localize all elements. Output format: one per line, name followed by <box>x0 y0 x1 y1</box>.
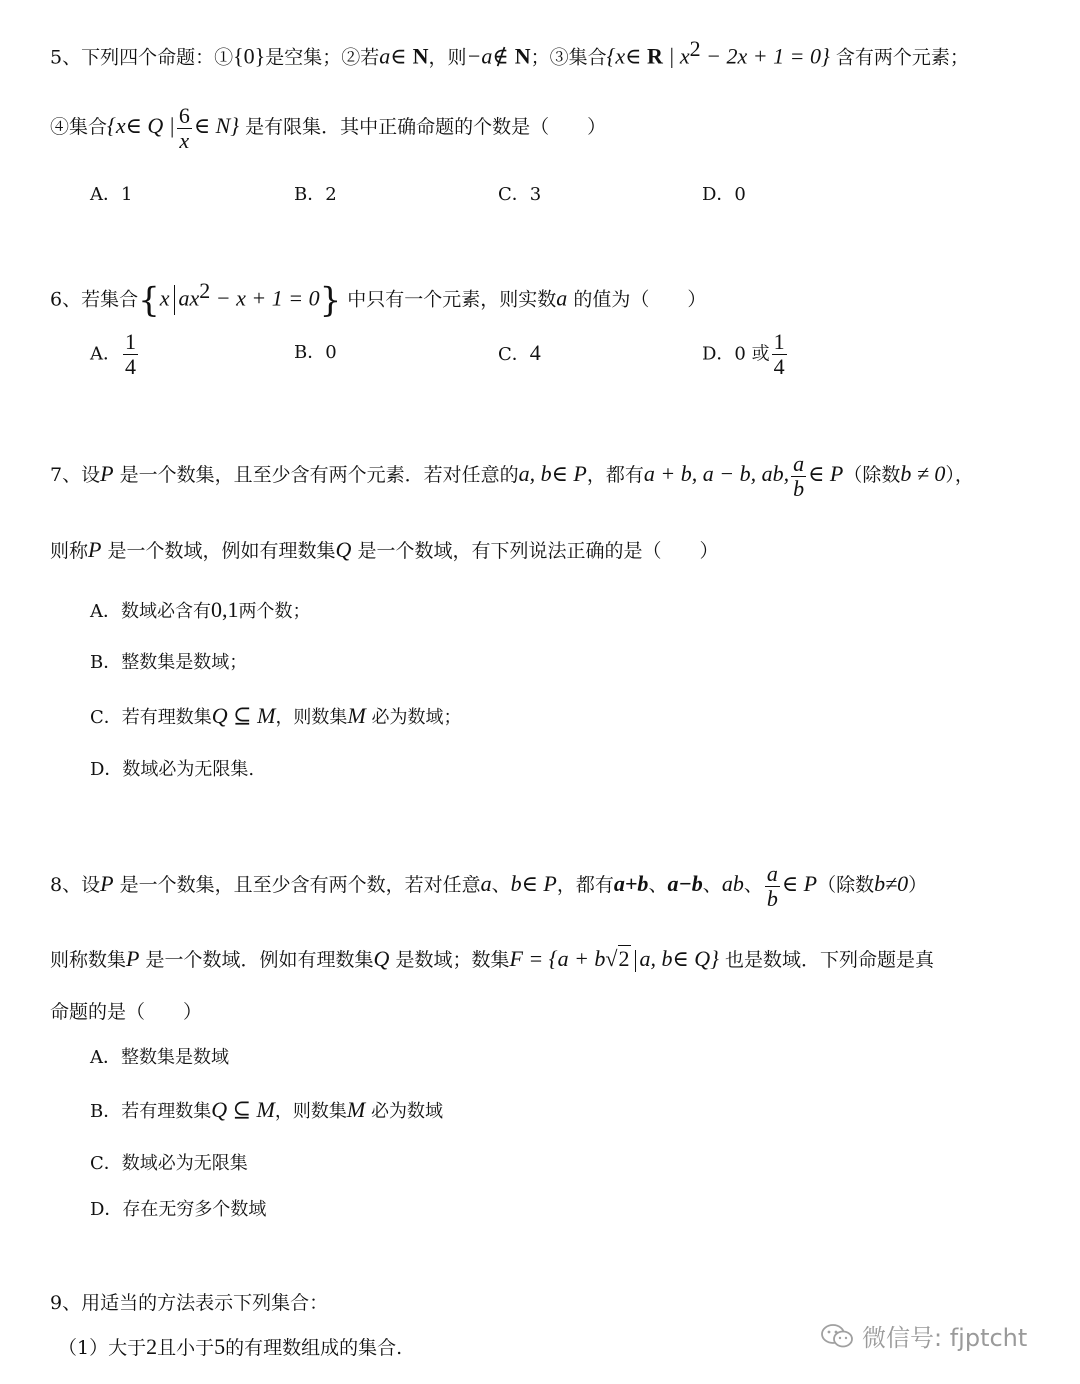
q5-text: 下列四个命题：① <box>81 46 234 69</box>
option-label: A． <box>90 343 121 365</box>
q5-text: 含有两个元素； <box>835 46 969 69</box>
math-expr: b ≠ 0 <box>900 461 946 486</box>
math-expr: a <box>480 871 492 896</box>
q5-number: 5、 <box>50 46 82 69</box>
math-expr: M <box>346 1097 366 1122</box>
math-expr: {x∈ Q | <box>107 113 175 138</box>
q5-text: ；③集合 <box>530 46 607 69</box>
q6-text: 中只有一个元素，则实数 <box>347 288 557 311</box>
q5-option-b: B．2 <box>294 184 337 205</box>
q7-option-c <box>90 703 462 731</box>
math-expr: P <box>100 461 114 486</box>
option-text: B．若有理数集 <box>90 1101 212 1122</box>
math-expr: − x + 1 = 0 <box>210 285 320 311</box>
fraction <box>177 104 192 153</box>
q8-text: ，都有 <box>556 874 614 896</box>
q8-option-b <box>90 1097 443 1125</box>
q8-text: 、 <box>702 874 722 896</box>
q5-option-d: D．0 <box>702 184 746 205</box>
math-expr: P <box>100 871 114 896</box>
math-expr: 5 <box>214 1334 226 1359</box>
math-brace: { <box>138 280 160 321</box>
wechat-icon <box>820 1322 854 1350</box>
q5-text: 是空集；②若 <box>265 46 380 69</box>
option-text: C．若有理数集 <box>90 707 212 728</box>
q6-option-d <box>702 330 789 379</box>
math-expr: − 2x + 1 = 0} <box>700 43 830 69</box>
q9-sub1 <box>58 1334 402 1361</box>
option-text: ，则数集 <box>275 707 348 728</box>
fraction-denominator: 4 <box>773 354 785 379</box>
fraction-numerator: 6 <box>178 102 190 128</box>
q7-option-d: D．数域必为无限集. <box>90 759 255 780</box>
q8-text: 也是数域．下列命题是真 <box>725 949 935 971</box>
math-expr: ∈ P <box>781 871 818 896</box>
q7-text: 设 <box>81 464 101 486</box>
math-expr: {x∈ <box>606 43 647 69</box>
q9-text: （1）大于 <box>58 1337 147 1359</box>
q7-option-a <box>90 597 311 625</box>
q7-option-b: B．整数集是数域； <box>90 652 248 673</box>
q7-text: 则称 <box>50 540 89 562</box>
fraction-numerator: a <box>766 860 778 886</box>
math-expr: N <box>514 43 531 69</box>
q8-line2 <box>50 946 934 973</box>
q5-text: 是有限集．其中正确命题的个数是（ ） <box>245 116 607 138</box>
math-expr: F = {a + b <box>509 946 606 971</box>
q8-line3: 命题的是（ ） <box>50 1001 203 1023</box>
q6-number: 6、 <box>50 288 82 311</box>
fraction <box>791 452 806 501</box>
q8-text: 、 <box>491 874 511 896</box>
fraction-denominator: b <box>793 475 805 501</box>
math-expr: ∈ N} <box>193 113 240 138</box>
math-expr: Q ⊆ M <box>211 703 276 728</box>
math-expr: P <box>126 946 140 971</box>
fraction-denominator: 4 <box>125 354 136 379</box>
q6-option-a <box>90 330 140 379</box>
option-text: ，则数集 <box>274 1101 347 1122</box>
q6-text: 若集合 <box>81 288 139 311</box>
watermark-text: 微信号: fjptcht <box>862 1324 1028 1352</box>
math-expr: M <box>347 703 366 728</box>
q9-number: 9、 <box>50 1292 82 1314</box>
q8-text: 是一个数域．例如有理数集 <box>145 949 374 971</box>
math-expr: ab <box>721 871 744 896</box>
q7-text: ）， <box>945 464 974 486</box>
math-expr: N <box>412 43 429 69</box>
math-expr: Q <box>373 946 390 971</box>
q8-text: 、 <box>743 874 763 896</box>
option-text: 两个数； <box>238 601 311 622</box>
fraction-denominator: b <box>766 885 778 911</box>
q8-text: 是一个数集，且至少含有两个数，若对任意 <box>119 874 481 896</box>
q8-option-d: D．存在无穷多个数域 <box>90 1199 267 1220</box>
q9-line1 <box>50 1290 328 1316</box>
q6-option-b: B．0 <box>294 342 337 363</box>
fraction-numerator: a <box>793 450 805 476</box>
math-expr: x <box>159 285 170 311</box>
option-text: 必为数域； <box>371 707 462 728</box>
exponent: 2 <box>199 278 211 303</box>
q8-text: （除数 <box>817 874 875 896</box>
q8-text: ） <box>908 874 928 896</box>
math-expr: a + b, a − b, ab, <box>643 461 790 486</box>
q5-line2 <box>50 100 606 153</box>
q7-text: （除数 <box>843 464 901 486</box>
q8-line1 <box>50 858 927 911</box>
fraction-numerator: 1 <box>773 329 785 354</box>
q9-text: 用适当的方法表示下列集合： <box>81 1292 329 1314</box>
q7-text: 是一个数域，例如有理数集 <box>107 540 336 562</box>
q5-option-a: A．1 <box>90 184 133 205</box>
q6-line1 <box>50 278 707 321</box>
math-expr: −a∉ <box>466 43 509 69</box>
fraction-denominator: x <box>179 127 190 153</box>
math-bar <box>174 285 175 315</box>
math-expr: a−b <box>667 871 703 896</box>
q8-option-a: A．整数集是数域 <box>90 1047 229 1068</box>
q7-text: 是一个数集，且至少含有两个元素．若对任意的 <box>119 464 519 486</box>
math-expr: a+b <box>613 871 649 896</box>
math-expr: 2 <box>146 1334 158 1359</box>
math-expr: b∈ P <box>510 871 557 896</box>
math-expr: ax <box>178 285 200 311</box>
q8-option-c: C．数域必为无限集 <box>90 1153 248 1174</box>
math-expr: | x <box>662 43 690 69</box>
math-expr: 0,1 <box>211 597 239 622</box>
q9-text: 且小于 <box>157 1337 215 1359</box>
math-expr: P <box>88 537 102 562</box>
math-expr: ∈ P <box>808 461 844 486</box>
q8-number: 8、 <box>50 874 82 896</box>
math-expr: 4 <box>529 340 541 365</box>
option-text: 必为数域 <box>370 1101 443 1122</box>
math-brace: } <box>319 280 342 321</box>
math-expr: {0} <box>233 43 266 69</box>
math-expr: a∈ <box>379 43 407 69</box>
q5-text: ④集合 <box>50 116 108 138</box>
math-expr: a, b∈ P <box>518 461 587 486</box>
fraction <box>123 330 138 379</box>
math-expr: Q <box>335 537 352 562</box>
watermark <box>820 1318 1027 1353</box>
q7-number: 7、 <box>50 464 82 486</box>
math-bar <box>635 950 636 972</box>
fraction <box>765 862 780 911</box>
q7-text: ，都有 <box>586 464 644 486</box>
q8-text: 、 <box>648 874 668 896</box>
sqrt: √2 <box>605 946 630 971</box>
q5-line1 <box>50 36 969 70</box>
fraction-numerator: 1 <box>125 329 136 354</box>
q8-text: 设 <box>81 874 101 896</box>
math-expr: b≠0 <box>874 871 909 896</box>
math-expr: a <box>556 285 568 311</box>
q8-text: 是数域；数集 <box>395 949 510 971</box>
exponent: 2 <box>689 36 701 61</box>
fraction <box>772 330 787 379</box>
q5-option-c: C．3 <box>498 184 542 205</box>
q8-text: 则称数集 <box>50 949 127 971</box>
radicand: 2 <box>618 946 630 971</box>
option-text: A．数域必含有 <box>90 601 211 622</box>
math-expr: a, b∈ Q} <box>639 946 719 971</box>
q6-text: 的值为（ ） <box>573 288 707 311</box>
math-expr: R <box>646 43 663 69</box>
q7-line2 <box>50 537 718 564</box>
q9-text: 的有理数组成的集合. <box>225 1337 403 1359</box>
q7-line1 <box>50 448 974 501</box>
q7-text: 是一个数域，有下列说法正确的是（ ） <box>357 540 719 562</box>
q5-text: ，则 <box>428 46 467 69</box>
math-expr: Q ⊆ M <box>211 1097 275 1122</box>
option-label: D．0 或 <box>702 343 770 365</box>
option-label: C． <box>498 344 530 365</box>
q6-option-c <box>498 340 541 368</box>
